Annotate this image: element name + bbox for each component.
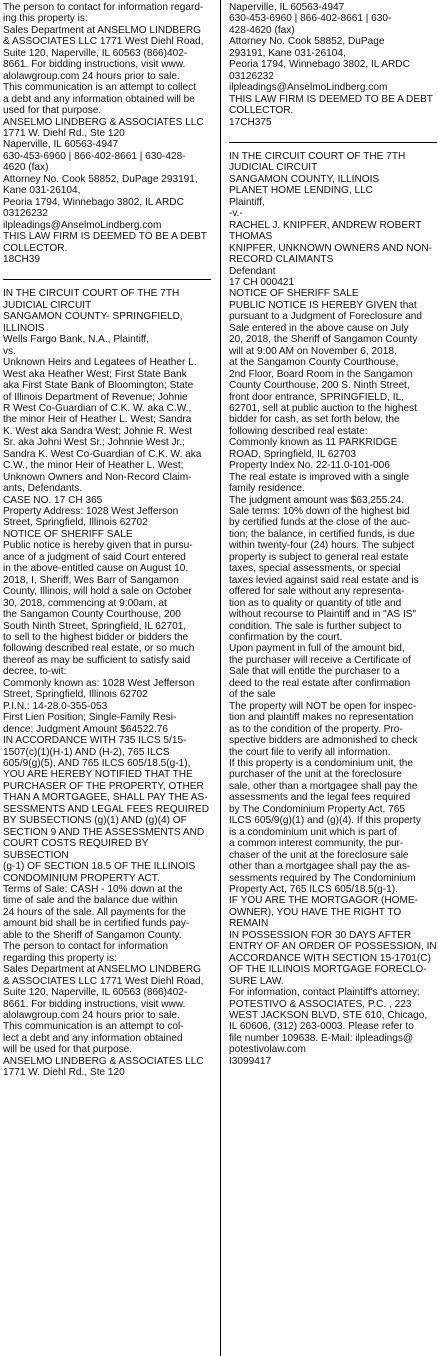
- notice-line: ILLINOIS: [3, 322, 45, 334]
- notice-line: & ASSOCIATES LLC 1771 West Diehl Road,: [3, 975, 204, 987]
- notice-line: offered for sale without any representa-: [229, 586, 405, 598]
- notice-line: Attorney No. Cook 58852, DuPage 293191,: [3, 173, 198, 185]
- notice-line: sale, other than a mortgagee shall pay the: [229, 780, 418, 792]
- notice-line: ROAD, Springfield, IL 62703: [229, 448, 356, 460]
- notice-line: of Illinois Department of Revenue; Johnie: [3, 391, 188, 403]
- legal-notice-planet-home-17ch421: [229, 151, 437, 1067]
- notice-line: following described real estate:: [229, 425, 368, 437]
- notice-line: 605/9(g)(5), AND 765 ILCS 605/18.5(g-1),: [3, 758, 191, 769]
- notice-line: JUDICIAL CIRCUIT: [3, 299, 92, 311]
- notice-line: Defendant: [229, 265, 276, 277]
- notice-line: South Ninth Street, Springfield, IL 62701,: [3, 620, 187, 632]
- notice-line: 24 hours of the sale. All payments for the: [3, 906, 186, 918]
- notice-line: Unknown Owners and Non-Record Claim-: [3, 471, 192, 483]
- notice-line: P.I.N.: 14-28.0-355-053: [3, 700, 108, 712]
- notice-line: amount bid shall be in certified funds pay-: [3, 918, 190, 930]
- notice-line: by certified funds at the close of the auc-: [229, 517, 411, 529]
- notice-line: lect a debt and any information obtained: [3, 1032, 183, 1044]
- notice-line: alolawgroup.com 24 hours prior to sale.: [3, 70, 180, 82]
- notice-line: Suite 120, Naperville, IL 60563 (866)402-: [3, 47, 188, 59]
- notice-line: dence; Judgment Amount $64522.76: [3, 723, 168, 735]
- notice-line: SANGAMON COUNTY, ILLINOIS: [229, 173, 380, 185]
- notice-line: PUBLIC NOTICE IS HEREBY GIVEN that: [229, 299, 417, 311]
- notice-line: chaser of the unit at the foreclosure sale: [229, 849, 409, 861]
- notice-line: Suite 120, Naperville, IL 60563 (866)402-: [3, 987, 188, 999]
- notice-line: ENTRY OF AN ORDER OF POSSESSION, IN: [229, 941, 437, 953]
- notice-line: Terms of Sale: CASH - 10% down at the: [3, 883, 183, 895]
- notice-line: CASE NO. 17 CH 365: [3, 494, 103, 506]
- notice-line: IL 60606, (312) 263-0003. Please refer to: [229, 1021, 414, 1033]
- notice-line: within twenty-four (24) hours. The subject: [229, 540, 414, 552]
- notice-line: the minor Heir of Heather L. West; Sandra: [3, 414, 192, 426]
- notice-line: BY SUBSECTIONS (g)(1) AND (g)(4) OF: [3, 815, 187, 827]
- notice-line: thereof as may be sufficient to satisfy said: [3, 654, 191, 666]
- notice-line: SURE LAW.: [229, 975, 284, 987]
- notice-line: will be used for that purpose.: [3, 1044, 133, 1056]
- notice-line: NOTICE OF SHERIFF SALE: [229, 288, 359, 300]
- notice-line: IN THE CIRCUIT COURT OF THE 7TH: [229, 150, 406, 162]
- notice-line: the court file to verify all information.: [229, 746, 391, 758]
- notice-line: THIS LAW FIRM IS DEEMED TO BE A DEBT: [3, 231, 207, 243]
- notice-line: COLLECTOR.: [3, 242, 68, 254]
- notice-line: ILCS 605/9(g)(1) and (g)(4). If this property: [229, 815, 421, 827]
- notice-divider: [229, 142, 437, 143]
- notice-line: taxes levied against said real estate and is: [229, 574, 419, 586]
- notice-line: Property Address: 1028 West Jefferson: [3, 506, 179, 518]
- notice-line: NOTICE OF SHERIFF SALE: [3, 528, 133, 540]
- notice-line: the purchaser will receive a Certificate of: [229, 654, 411, 666]
- notice-line: used for that purpose.: [3, 105, 102, 117]
- legal-notice-wells-fargo-17ch365: [3, 288, 211, 1078]
- notice-line: a common interest community, the pur-: [229, 838, 404, 850]
- notice-line: Commonly known as 11 PARKRIDGE: [229, 437, 398, 449]
- notice-line: The person to contact for information regard-: [3, 2, 204, 13]
- notice-line: aka First State Bank of Bloomington; State: [3, 380, 194, 392]
- notice-line: time of sale and the balance due within: [3, 895, 178, 907]
- notice-line: Commonly known as: 1028 West Jefferson: [3, 677, 195, 689]
- notice-line: JUDICIAL CIRCUIT: [229, 162, 318, 174]
- notice-line: front door entrance, SPRINGFIELD, IL,: [229, 391, 405, 403]
- notice-line: a debt and any information obtained will be: [3, 93, 195, 105]
- notice-line: Naperville, IL 60563-4947: [229, 2, 345, 13]
- notice-line: ilpleadings@AnselmoLindberg.com: [229, 82, 388, 94]
- notice-line: 03126232: [229, 70, 274, 82]
- notice-line: K. West aka Sandra West; Johnie R. West: [3, 425, 193, 437]
- notice-line: other than a mortgagee shall pay the as-: [229, 861, 411, 873]
- notice-line: 4620 (fax): [3, 162, 49, 174]
- notice-line: KNIPFER, UNKNOWN OWNERS AND NON-: [229, 242, 433, 254]
- notice-line: IN POSSESSION FOR 30 DAYS AFTER: [229, 929, 412, 941]
- notice-line: ance of a judgment of said Court entered: [3, 551, 186, 563]
- notice-line: without recourse to Plaintiff and in "AS IS": [229, 609, 417, 621]
- notice-line: First Lien Position; Single-Family Resi-: [3, 712, 177, 724]
- notice-line: ilpleadings@AnselmoLindberg.com: [3, 219, 162, 231]
- notice-line: able to the Sheriff of Sangamon County.: [3, 929, 182, 941]
- notice-line: Peoria 1794, Winnebago 3802, IL ARDC: [229, 59, 410, 71]
- notice-line: 20, 2018, the Sheriff of Sangamon County: [229, 334, 418, 346]
- notice-line: Peoria 1794, Winnebago 3802, IL ARDC: [3, 196, 184, 208]
- notice-line: at the Sangamon County Courthouse,: [229, 357, 399, 369]
- notice-line: 1771 W. Diehl Rd., Ste 120: [3, 1067, 125, 1079]
- notice-line: & ASSOCIATES LLC 1771 West Diehl Road,: [3, 36, 204, 48]
- notice-line: to sell to the highest bidder or bidders the: [3, 632, 189, 644]
- notice-line: IN THE CIRCUIT COURT OF THE 7TH: [3, 288, 180, 300]
- notice-line: deed to the real estate after confirmation: [229, 677, 411, 689]
- notice-line: family residence.: [229, 483, 305, 495]
- notice-line: SANGAMON COUNTY- SPRINGFIELD,: [3, 311, 183, 323]
- notice-line: Sales Department at ANSELMO LINDBERG: [3, 24, 202, 36]
- notice-line: 62701, sell at public auction to the highest: [229, 402, 417, 414]
- notice-line: property is subject to general real estate: [229, 551, 409, 563]
- notice-line: IN ACCORDANCE WITH 735 ILCS 5/15-: [3, 735, 187, 747]
- notice-line: decree, to-wit:: [3, 666, 67, 678]
- notice-line: confirmation by the court.: [229, 632, 343, 644]
- notice-line: CONDOMINIUM PROPERTY ACT.: [3, 872, 160, 884]
- notice-line: The judgment amount was $63,255.24.: [229, 494, 405, 506]
- notice-line: For information, contact Plaintiff's attorney:: [229, 987, 420, 999]
- notice-line: tion; the balance, in certified funds, is due: [229, 528, 415, 540]
- notice-line: Sale terms: 10% down of the highest bid: [229, 506, 410, 518]
- notice-line: 17CH375: [229, 116, 272, 128]
- notice-line: Sale that will entitle the purchaser to a: [229, 666, 400, 678]
- notice-line: 8661. For bidding instructions, visit www.: [3, 998, 186, 1010]
- notice-line: COLLECTOR.: [229, 105, 294, 117]
- notice-line: 293191, Kane 031-26104,: [229, 47, 346, 59]
- notice-line: West aka Heather West; First State Bank: [3, 368, 187, 380]
- notice-line: Public notice is hereby given that in pursu-: [3, 540, 193, 552]
- notice-line: ACCORDANCE WITH SECTION 15-1701(C): [229, 952, 431, 964]
- notice-line: pursuant to a Judgment of Foreclosure and: [229, 311, 423, 323]
- notice-line: OF THE ILLINOIS MORTGAGE FORECLO-: [229, 964, 427, 976]
- notice-line: in the above-entitled cause on August 10,: [3, 563, 189, 575]
- notice-line: THIS LAW FIRM IS DEEMED TO BE A DEBT: [229, 93, 433, 105]
- right-column: [229, 2, 437, 1067]
- notice-line: is a condominium unit which is part of: [229, 826, 397, 838]
- notice-line: tion and plaintiff makes no representation: [229, 712, 414, 724]
- notice-line: vs.: [3, 345, 16, 357]
- notice-line: Upon payment in full of the amount bid,: [229, 643, 405, 655]
- notice-line: C.W., the minor Heir of Heather L. West;: [3, 460, 184, 472]
- notice-line: 630-453-6960 | 866-402-8661 | 630-: [229, 13, 392, 25]
- notice-line: assessments and the legal fees required: [229, 792, 411, 804]
- notice-line: Sales Department at ANSELMO LINDBERG: [3, 964, 202, 976]
- notice-line: This communication is an attempt to collect: [3, 82, 196, 94]
- notice-divider: [3, 279, 211, 280]
- notice-line: 428-4620 (fax): [229, 24, 295, 36]
- notice-line: WEST JACKSON BLVD, STE 610, Chicago,: [229, 1009, 428, 1021]
- notice-line: sessments required by The Condominium: [229, 872, 416, 884]
- notice-line: RACHEL J. KNIPFER, ANDREW ROBERT: [229, 219, 422, 231]
- notice-line: Wells Fargo Bank, N.A., Plaintiff,: [3, 334, 150, 346]
- notice-line: 2018, I, Sheriff, Wes Barr of Sangamon: [3, 574, 179, 586]
- notice-line: SESSMENTS AND LEGAL FEES REQUIRED: [3, 803, 210, 815]
- column-divider: [220, 0, 221, 1356]
- notice-line: will at 9:00 AM on November 6, 2018,: [229, 345, 397, 357]
- notice-line: of the sale: [229, 689, 276, 701]
- notice-line: Kane 031-26104,: [3, 185, 81, 197]
- notice-line: -v.-: [229, 208, 243, 220]
- notice-line: the Sangamon County Courthouse, 200: [3, 609, 181, 621]
- notice-line: as to the condition of the property. Pro-: [229, 723, 403, 735]
- notice-line: regarding this property is:: [3, 952, 117, 964]
- notice-line: The property will NOT be open for inspec-: [229, 700, 417, 712]
- notice-line: 8661. For bidding instructions, visit www.: [3, 59, 186, 71]
- notice-line: PURCHASER OF THE PROPERTY, OTHER: [3, 780, 204, 792]
- notice-line: County Courthouse, 200 S. Ninth Street,: [229, 380, 410, 392]
- notice-line: Sandra K. West Co-Guardian of C.K. W. aka: [3, 448, 202, 460]
- notice-line: 2nd Floor, Board Room in the Sangamon: [229, 368, 413, 380]
- notice-line: The real estate is improved with a single: [229, 471, 410, 483]
- notice-line: Plaintiff,: [229, 196, 265, 208]
- notice-line: Street, Springfield, Illinois 62702: [3, 517, 148, 529]
- legal-notice-anselmo-17ch375-continued: [229, 2, 437, 128]
- notice-line: Sr. aka Johni West Sr.; Johnnie West Jr.;: [3, 437, 185, 449]
- notice-line: ants, Defendants.: [3, 483, 83, 495]
- notice-line: alolawgroup.com 24 hours prior to sale.: [3, 1009, 180, 1021]
- notice-line: taxes, special assessments, or special: [229, 563, 401, 575]
- notice-line: I3099417: [229, 1055, 272, 1067]
- notice-line: 1507(c)(1)(H-1) AND (H-2), 765 ILCS: [3, 746, 170, 758]
- notice-line: ANSELMO LINDBERG & ASSOCIATES LLC: [3, 1055, 204, 1067]
- notice-line: spective bidders are admonished to check: [229, 735, 418, 747]
- notice-line: 30, 2018, commencing at 9:00am, at: [3, 597, 167, 609]
- notice-line: Property Index No. 22-11.0-101-006: [229, 460, 390, 472]
- notice-line: 17 CH 000421: [229, 276, 295, 288]
- notice-line: 1771 W. Diehl Rd., Ste 120: [3, 127, 125, 139]
- notice-line: COURT COSTS REQUIRED BY SUBSECTION: [3, 838, 149, 861]
- notice-line: following described real estate, or so much: [3, 643, 195, 655]
- notice-line: R West Co-Guardian of C.K. W. aka C.W.,: [3, 402, 192, 414]
- notice-line: 630-453-6960 | 866-402-8661 | 630-428-: [3, 150, 186, 162]
- notice-line: POTESTIVO & ASSOCIATES, P.C. , 223: [229, 998, 412, 1010]
- notice-line: by The Condominium Property Act, 765: [229, 803, 405, 815]
- notice-line: The person to contact for information: [3, 941, 168, 953]
- notice-line: If this property is a condominium unit, the: [229, 758, 414, 769]
- notice-line: County, Illinois, will hold a sale on October: [3, 586, 192, 598]
- notice-line: Attorney No. Cook 58852, DuPage: [229, 36, 385, 48]
- notice-line: potestivolaw.com: [229, 1044, 306, 1056]
- notice-line: tion as to quality or quantity of title and: [229, 597, 402, 609]
- notice-line: bidder for cash, as set forth below, the: [229, 414, 400, 426]
- notice-line: condition. The sale is further subject to: [229, 620, 402, 632]
- notice-line: ing this property is:: [3, 13, 88, 25]
- notice-line: SECTION 9 AND THE ASSESSMENTS AND: [3, 826, 205, 838]
- notice-line: Street, Springfield, Illinois 62702: [3, 689, 148, 701]
- notice-line: Unknown Heirs and Legatees of Heather L.: [3, 357, 197, 369]
- notice-line: (g-1) OF SECTION 18.5 OF THE ILLINOIS: [3, 861, 196, 873]
- left-column: [3, 2, 211, 1079]
- notice-line: Sale entered in the above cause on July: [229, 322, 409, 334]
- notice-line: Naperville, IL 60563-4947: [3, 139, 119, 151]
- notice-line: Property Act, 765 ILCS 605/18.5(g-1).: [229, 883, 398, 895]
- notice-line: file number 109638. E-Mail: ilpleadings@: [229, 1032, 414, 1044]
- notice-line: YOU ARE HEREBY NOTIFIED THAT THE: [3, 769, 193, 781]
- notice-line: ANSELMO LINDBERG & ASSOCIATES LLC: [3, 116, 204, 128]
- notice-line: This communication is an attempt to col-: [3, 1021, 184, 1033]
- notice-line: purchaser of the unit at the foreclosure: [229, 769, 402, 781]
- notice-line: OWNER), YOU HAVE THE RIGHT TO REMAIN: [229, 906, 402, 930]
- notice-line: THAN A MORTGAGEE, SHALL PAY THE AS-: [3, 792, 208, 804]
- notice-line: 18CH39: [3, 253, 41, 265]
- notice-line: RECORD CLAIMANTS: [229, 254, 334, 266]
- notice-line: 03126232: [3, 208, 48, 220]
- notice-line: PLANET HOME LENDING, LLC: [229, 185, 373, 197]
- notice-line: IF YOU ARE THE MORTGAGOR (HOME-: [229, 895, 418, 907]
- notice-line: THOMAS: [229, 231, 273, 243]
- legal-notice-anselmo-18ch39: [3, 2, 211, 265]
